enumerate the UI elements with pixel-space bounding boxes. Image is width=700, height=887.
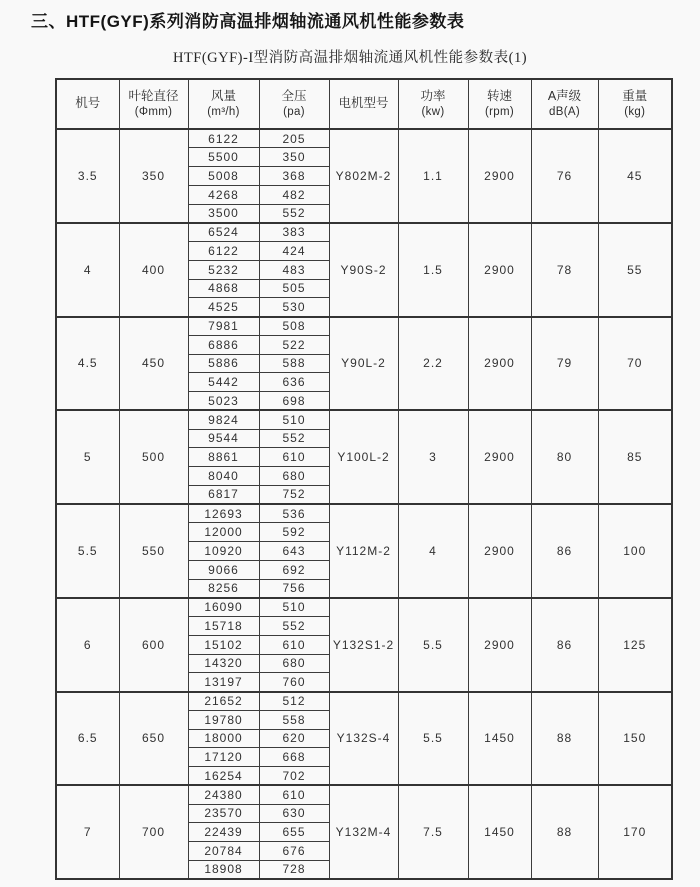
- airflow-cell: 21652: [188, 692, 259, 711]
- pressure-cell: 205: [259, 129, 329, 148]
- pressure-cell: 636: [259, 373, 329, 392]
- weight-cell: 150: [598, 692, 672, 786]
- column-header-speed: [468, 79, 531, 129]
- airflow-cell: 18000: [188, 729, 259, 748]
- airflow-cell: 18908: [188, 860, 259, 879]
- pressure-cell: 680: [259, 467, 329, 486]
- airflow-cell: 23570: [188, 804, 259, 823]
- pressure-cell: 676: [259, 842, 329, 861]
- airflow-cell: 9824: [188, 410, 259, 429]
- table-body: [56, 129, 672, 879]
- airflow-cell: 6817: [188, 485, 259, 504]
- pressure-cell: 630: [259, 804, 329, 823]
- airflow-cell: 16254: [188, 767, 259, 786]
- impeller-diameter-cell: 550: [119, 504, 188, 598]
- pressure-cell: 643: [259, 542, 329, 561]
- pressure-cell: 655: [259, 823, 329, 842]
- pressure-cell: 383: [259, 223, 329, 242]
- machine-no-cell: 4: [56, 223, 119, 317]
- pressure-cell: 728: [259, 860, 329, 879]
- header-unit: (rpm): [485, 105, 514, 118]
- noise-level-cell: 88: [531, 785, 598, 879]
- pressure-cell: 698: [259, 392, 329, 411]
- header-unit: dB(A): [549, 105, 580, 118]
- airflow-cell: 5008: [188, 167, 259, 186]
- header-label: 叶轮直径: [128, 89, 179, 103]
- power-cell: 5.5: [398, 692, 468, 786]
- motor-model-cell: Y802M-2: [329, 129, 398, 223]
- pressure-cell: 588: [259, 354, 329, 373]
- impeller-diameter-cell: 350: [119, 129, 188, 223]
- speed-cell: 2900: [468, 223, 531, 317]
- airflow-cell: 9544: [188, 429, 259, 448]
- noise-level-cell: 79: [531, 317, 598, 411]
- pressure-cell: 522: [259, 335, 329, 354]
- power-cell: 1.1: [398, 129, 468, 223]
- pressure-cell: 552: [259, 429, 329, 448]
- header-unit: (m³/h): [207, 105, 240, 118]
- airflow-cell: 8861: [188, 448, 259, 467]
- airflow-cell: 4868: [188, 279, 259, 298]
- parameters-table: [55, 78, 673, 880]
- noise-level-cell: 88: [531, 692, 598, 786]
- column-header-weight: [598, 79, 672, 129]
- column-header-pressure: [259, 79, 329, 129]
- motor-model-cell: Y90S-2: [329, 223, 398, 317]
- weight-cell: 125: [598, 598, 672, 692]
- table-header: [56, 79, 672, 129]
- airflow-cell: 8256: [188, 579, 259, 598]
- pressure-cell: 702: [259, 767, 329, 786]
- weight-cell: 100: [598, 504, 672, 598]
- pressure-cell: 483: [259, 260, 329, 279]
- speed-cell: 1450: [468, 785, 531, 879]
- pressure-cell: 760: [259, 673, 329, 692]
- column-header-impeller-diameter: [119, 79, 188, 129]
- header-label: 重量: [622, 89, 648, 103]
- impeller-diameter-cell: 650: [119, 692, 188, 786]
- airflow-cell: 17120: [188, 748, 259, 767]
- table-row: [56, 598, 672, 617]
- pressure-cell: 510: [259, 598, 329, 617]
- pressure-cell: 756: [259, 579, 329, 598]
- airflow-cell: 15102: [188, 635, 259, 654]
- pressure-cell: 552: [259, 204, 329, 223]
- pressure-cell: 530: [259, 298, 329, 317]
- noise-level-cell: 86: [531, 504, 598, 598]
- motor-model-cell: Y132S1-2: [329, 598, 398, 692]
- header-label: 转速: [486, 89, 512, 103]
- column-header-noise-level: [531, 79, 598, 129]
- impeller-diameter-cell: 500: [119, 410, 188, 504]
- header-label: 电机型号: [338, 96, 389, 111]
- motor-model-cell: Y132M-4: [329, 785, 398, 879]
- airflow-cell: 6122: [188, 242, 259, 261]
- header-label: 风量: [210, 89, 236, 103]
- airflow-cell: 4525: [188, 298, 259, 317]
- table-row: [56, 692, 672, 711]
- pressure-cell: 692: [259, 560, 329, 579]
- airflow-cell: 10920: [188, 542, 259, 561]
- column-header-airflow: [188, 79, 259, 129]
- page-title: 三、HTF(GYF)系列消防高温排烟轴流通风机性能参数表: [31, 12, 465, 31]
- pressure-cell: 505: [259, 279, 329, 298]
- airflow-cell: 24380: [188, 785, 259, 804]
- noise-level-cell: 78: [531, 223, 598, 317]
- header-row: [56, 79, 672, 129]
- pressure-cell: 424: [259, 242, 329, 261]
- pressure-cell: 610: [259, 785, 329, 804]
- airflow-cell: 6886: [188, 335, 259, 354]
- pressure-cell: 558: [259, 710, 329, 729]
- table-row: [56, 785, 672, 804]
- table-row: [56, 317, 672, 336]
- header-unit: (kg): [624, 105, 646, 118]
- machine-no-cell: 6.5: [56, 692, 119, 786]
- motor-model-cell: Y100L-2: [329, 410, 398, 504]
- pressure-cell: 350: [259, 148, 329, 167]
- airflow-cell: 5500: [188, 148, 259, 167]
- power-cell: 3: [398, 410, 468, 504]
- machine-no-cell: 4.5: [56, 317, 119, 411]
- airflow-cell: 5023: [188, 392, 259, 411]
- airflow-cell: 6122: [188, 129, 259, 148]
- airflow-cell: 12693: [188, 504, 259, 523]
- speed-cell: 2900: [468, 410, 531, 504]
- weight-cell: 85: [598, 410, 672, 504]
- header-unit: (kw): [421, 105, 445, 118]
- pressure-cell: 668: [259, 748, 329, 767]
- table-row: [56, 504, 672, 523]
- airflow-cell: 5232: [188, 260, 259, 279]
- speed-cell: 2900: [468, 129, 531, 223]
- header-unit: (Φmm): [134, 105, 173, 118]
- airflow-cell: 4268: [188, 185, 259, 204]
- impeller-diameter-cell: 450: [119, 317, 188, 411]
- noise-level-cell: 76: [531, 129, 598, 223]
- header-label: 机号: [75, 96, 101, 111]
- airflow-cell: 14320: [188, 654, 259, 673]
- airflow-cell: 13197: [188, 673, 259, 692]
- machine-no-cell: 5: [56, 410, 119, 504]
- power-cell: 1.5: [398, 223, 468, 317]
- airflow-cell: 16090: [188, 598, 259, 617]
- airflow-cell: 19780: [188, 710, 259, 729]
- pressure-cell: 508: [259, 317, 329, 336]
- impeller-diameter-cell: 700: [119, 785, 188, 879]
- noise-level-cell: 86: [531, 598, 598, 692]
- airflow-cell: 22439: [188, 823, 259, 842]
- airflow-cell: 8040: [188, 467, 259, 486]
- pressure-cell: 592: [259, 523, 329, 542]
- header-label: A声级: [547, 89, 582, 103]
- table-row: [56, 129, 672, 148]
- power-cell: 2.2: [398, 317, 468, 411]
- pressure-cell: 610: [259, 448, 329, 467]
- airflow-cell: 12000: [188, 523, 259, 542]
- airflow-cell: 5442: [188, 373, 259, 392]
- motor-model-cell: Y132S-4: [329, 692, 398, 786]
- impeller-diameter-cell: 600: [119, 598, 188, 692]
- speed-cell: 2900: [468, 317, 531, 411]
- header-label: 功率: [420, 89, 446, 103]
- column-header-power: [398, 79, 468, 129]
- airflow-cell: 5886: [188, 354, 259, 373]
- noise-level-cell: 80: [531, 410, 598, 504]
- pressure-cell: 680: [259, 654, 329, 673]
- machine-no-cell: 3.5: [56, 129, 119, 223]
- airflow-cell: 3500: [188, 204, 259, 223]
- airflow-cell: 20784: [188, 842, 259, 861]
- pressure-cell: 510: [259, 410, 329, 429]
- header-label: 全压: [281, 89, 307, 103]
- weight-cell: 55: [598, 223, 672, 317]
- pressure-cell: 536: [259, 504, 329, 523]
- pressure-cell: 752: [259, 485, 329, 504]
- impeller-diameter-cell: 400: [119, 223, 188, 317]
- power-cell: 7.5: [398, 785, 468, 879]
- airflow-cell: 15718: [188, 617, 259, 636]
- speed-cell: 1450: [468, 692, 531, 786]
- pressure-cell: 512: [259, 692, 329, 711]
- motor-model-cell: Y112M-2: [329, 504, 398, 598]
- table-row: [56, 223, 672, 242]
- table-row: [56, 410, 672, 429]
- machine-no-cell: 7: [56, 785, 119, 879]
- pressure-cell: 368: [259, 167, 329, 186]
- column-header-motor-model: [329, 79, 398, 129]
- machine-no-cell: 6: [56, 598, 119, 692]
- pressure-cell: 482: [259, 185, 329, 204]
- header-unit: (pa): [283, 105, 305, 118]
- power-cell: 4: [398, 504, 468, 598]
- airflow-cell: 7981: [188, 317, 259, 336]
- pressure-cell: 552: [259, 617, 329, 636]
- machine-no-cell: 5.5: [56, 504, 119, 598]
- weight-cell: 70: [598, 317, 672, 411]
- motor-model-cell: Y90L-2: [329, 317, 398, 411]
- power-cell: 5.5: [398, 598, 468, 692]
- table-subtitle: HTF(GYF)-I型消防高温排烟轴流通风机性能参数表(1): [172, 50, 528, 66]
- airflow-cell: 6524: [188, 223, 259, 242]
- pressure-cell: 610: [259, 635, 329, 654]
- speed-cell: 2900: [468, 598, 531, 692]
- weight-cell: 45: [598, 129, 672, 223]
- weight-cell: 170: [598, 785, 672, 879]
- airflow-cell: 9066: [188, 560, 259, 579]
- pressure-cell: 620: [259, 729, 329, 748]
- column-header-machine-no: [56, 79, 119, 129]
- speed-cell: 2900: [468, 504, 531, 598]
